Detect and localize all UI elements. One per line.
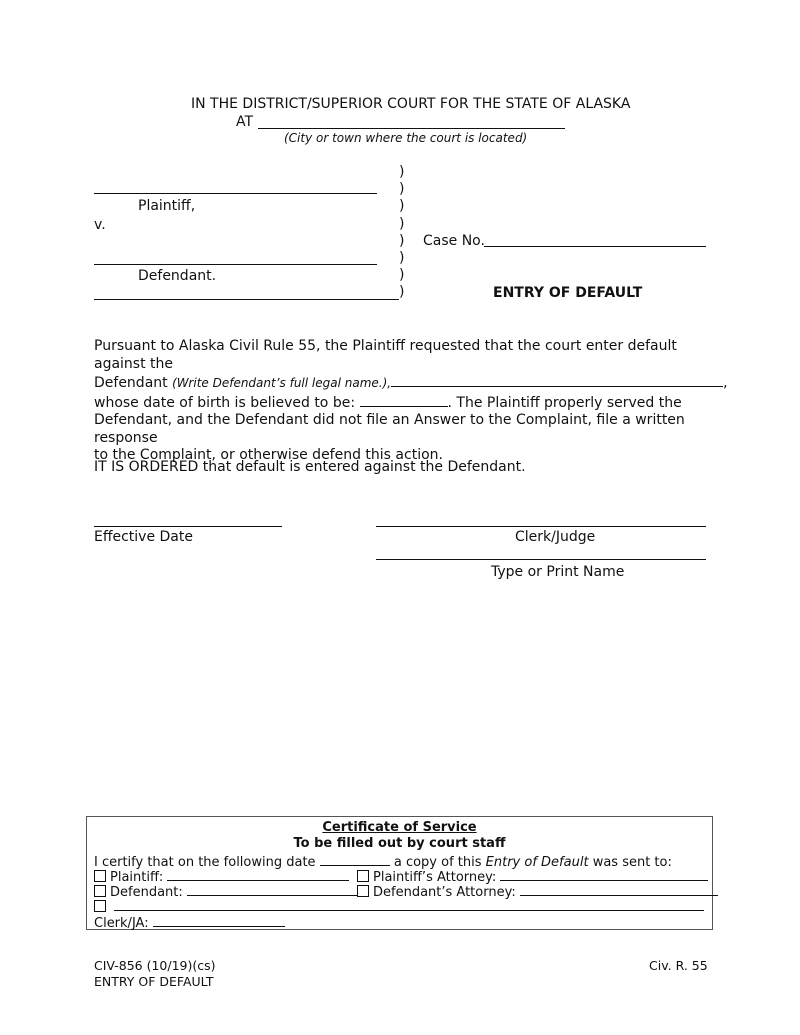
effective-date-field[interactable] [94, 526, 282, 527]
court-location-hint: (City or town where the court is located) [284, 131, 528, 145]
clerk-judge-label: Clerk/Judge [515, 529, 596, 545]
certificate-title: Certificate of Service [322, 820, 477, 835]
body-paragraph [94, 338, 728, 465]
certificate-of-service-box [86, 816, 713, 930]
footer-form-name: ENTRY OF DEFAULT [94, 974, 214, 989]
other-checkbox[interactable] [94, 900, 106, 912]
plaintiff-checkbox[interactable] [94, 870, 106, 882]
defendant-service-label: Defendant: [110, 885, 183, 900]
footer-rule: Civ. R. 55 [649, 958, 708, 973]
defendant-checkbox[interactable] [94, 885, 106, 897]
certify-mid: a copy of this [393, 855, 482, 870]
order-text: IT IS ORDERED that default is entered against the Defendant. [94, 459, 526, 475]
caption-parentheses: ) ) ) ) ) ) ) ) [399, 164, 405, 301]
form-title: ENTRY OF DEFAULT [493, 285, 643, 301]
paragraph-line-3 [94, 393, 714, 413]
plaintiff-attorney-checkbox[interactable] [357, 870, 369, 882]
served-text: . The Plaintiff properly served the [447, 394, 682, 411]
defendant-name-field[interactable] [94, 264, 377, 265]
certificate-subtitle: To be filled out by court staff [293, 836, 506, 851]
versus-label: v. [94, 217, 106, 233]
case-number-field[interactable] [484, 246, 706, 247]
paragraph-line-2 [94, 373, 728, 393]
paragraph-line-4: Defendant, and the Defendant did not file an Answer to the Complaint, file a written response [94, 412, 685, 446]
other-recipient-field[interactable] [114, 897, 704, 911]
plaintiff-service-field[interactable] [167, 867, 349, 881]
case-number-label: Case No. [423, 233, 485, 249]
defendant-attorney-field[interactable] [520, 882, 718, 896]
clerk-judge-signature-field[interactable] [376, 526, 706, 527]
plaintiff-name-field[interactable] [94, 193, 377, 194]
type-print-name-label: Type or Print Name [491, 564, 625, 580]
paragraph-line-1: Pursuant to Alaska Civil Rule 55, the Plaintiff requested that the court enter default against the [94, 338, 677, 372]
defendant-name-hint: (Write Defendant’s full legal name.), [172, 376, 392, 390]
defendant-full-name-field[interactable] [391, 373, 723, 387]
line-2-comma: , [723, 375, 728, 391]
clerk-ja-field[interactable] [153, 913, 285, 927]
plaintiff-service-label: Plaintiff: [110, 870, 164, 885]
plaintiff-label: Plaintiff, [138, 198, 196, 214]
paragraph-line-5: to the Complaint, or otherwise defend this action. [94, 447, 443, 463]
certify-prefix: I certify that on the following date [94, 855, 316, 870]
defendant-attorney-checkbox[interactable] [357, 885, 369, 897]
defendant-attorney-label: Defendant’s Attorney: [373, 885, 516, 900]
dob-label: whose date of birth is believed to be: [94, 394, 356, 411]
effective-date-label: Effective Date [94, 529, 193, 545]
defendant-service-field[interactable] [187, 882, 357, 896]
service-date-field[interactable] [320, 852, 390, 866]
defendant-label: Defendant. [138, 268, 217, 284]
certify-document: Entry of Default [485, 855, 589, 870]
print-name-field[interactable] [376, 559, 706, 560]
plaintiff-attorney-field[interactable] [500, 867, 708, 881]
defendant-word: Defendant [94, 375, 168, 391]
court-title: IN THE DISTRICT/SUPERIOR COURT FOR THE STATE OF ALASKA [191, 96, 631, 112]
court-location-field[interactable] [258, 128, 565, 129]
form-number: CIV-856 (10/19)(cs) [94, 958, 216, 973]
clerk-ja-row [94, 913, 285, 931]
certify-suffix: was sent to: [592, 855, 672, 870]
date-of-birth-field[interactable] [360, 393, 448, 407]
plaintiff-attorney-label: Plaintiff’s Attorney: [373, 870, 497, 885]
at-label: AT [236, 114, 254, 130]
caption-bottom-rule [94, 299, 399, 300]
clerk-ja-label: Clerk/JA: [94, 916, 149, 931]
